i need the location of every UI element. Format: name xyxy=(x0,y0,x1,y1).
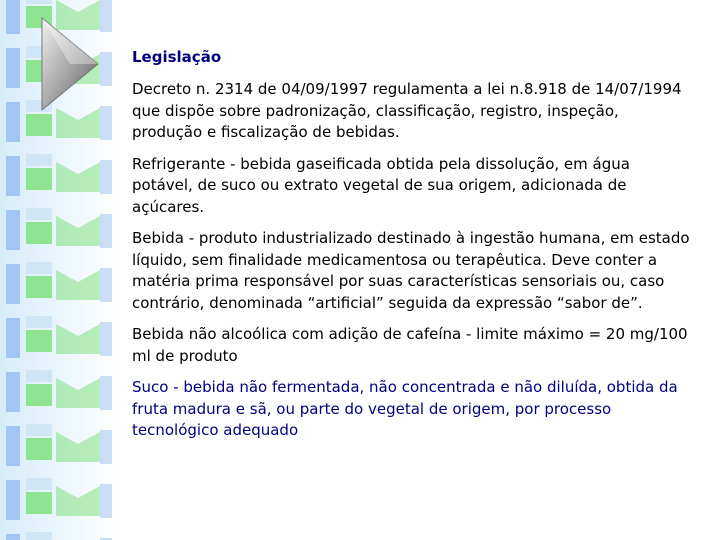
paragraph-suco: Suco - bebida não fermentada, não concentrada e não diluída, obtida da fruta madura e sã, ou parte do vegetal de origem, por processo tecnológico adequado xyxy=(132,378,678,439)
paragraph-decreto: Decreto n. 2314 de 04/09/1997 regulamenta a lei n.8.918 de 14/07/1994 que dispõe sobre padronização, classificação, registro, inspeção, produção e fiscalização de bebidas. xyxy=(132,80,682,141)
paragraph-refrigerante: Refrigerante - bebida gaseificada obtida pela dissolução, em água potável, de suco ou extrato vegetal de sua origem, adicionada de açúcares. xyxy=(132,154,630,216)
paragraph-cafeina: Bebida não alcoólica com adição de cafeína - limite máximo = 20 mg/100 ml de produto xyxy=(132,325,688,365)
paragraph-bebida: Bebida - produto industrializado destinado à ingestão humana, em estado líquido, sem finalidade medicamentosa ou terapêutica. Deve conter a matéria prima responsável por suas características sensoriais ou, caso contrário, denominada “artificial” seguida da expressão “sabor de”. xyxy=(132,229,690,312)
slide-heading: Legislação xyxy=(132,48,222,66)
triangle-arrow-icon xyxy=(40,16,100,112)
slide-content xyxy=(132,46,692,452)
